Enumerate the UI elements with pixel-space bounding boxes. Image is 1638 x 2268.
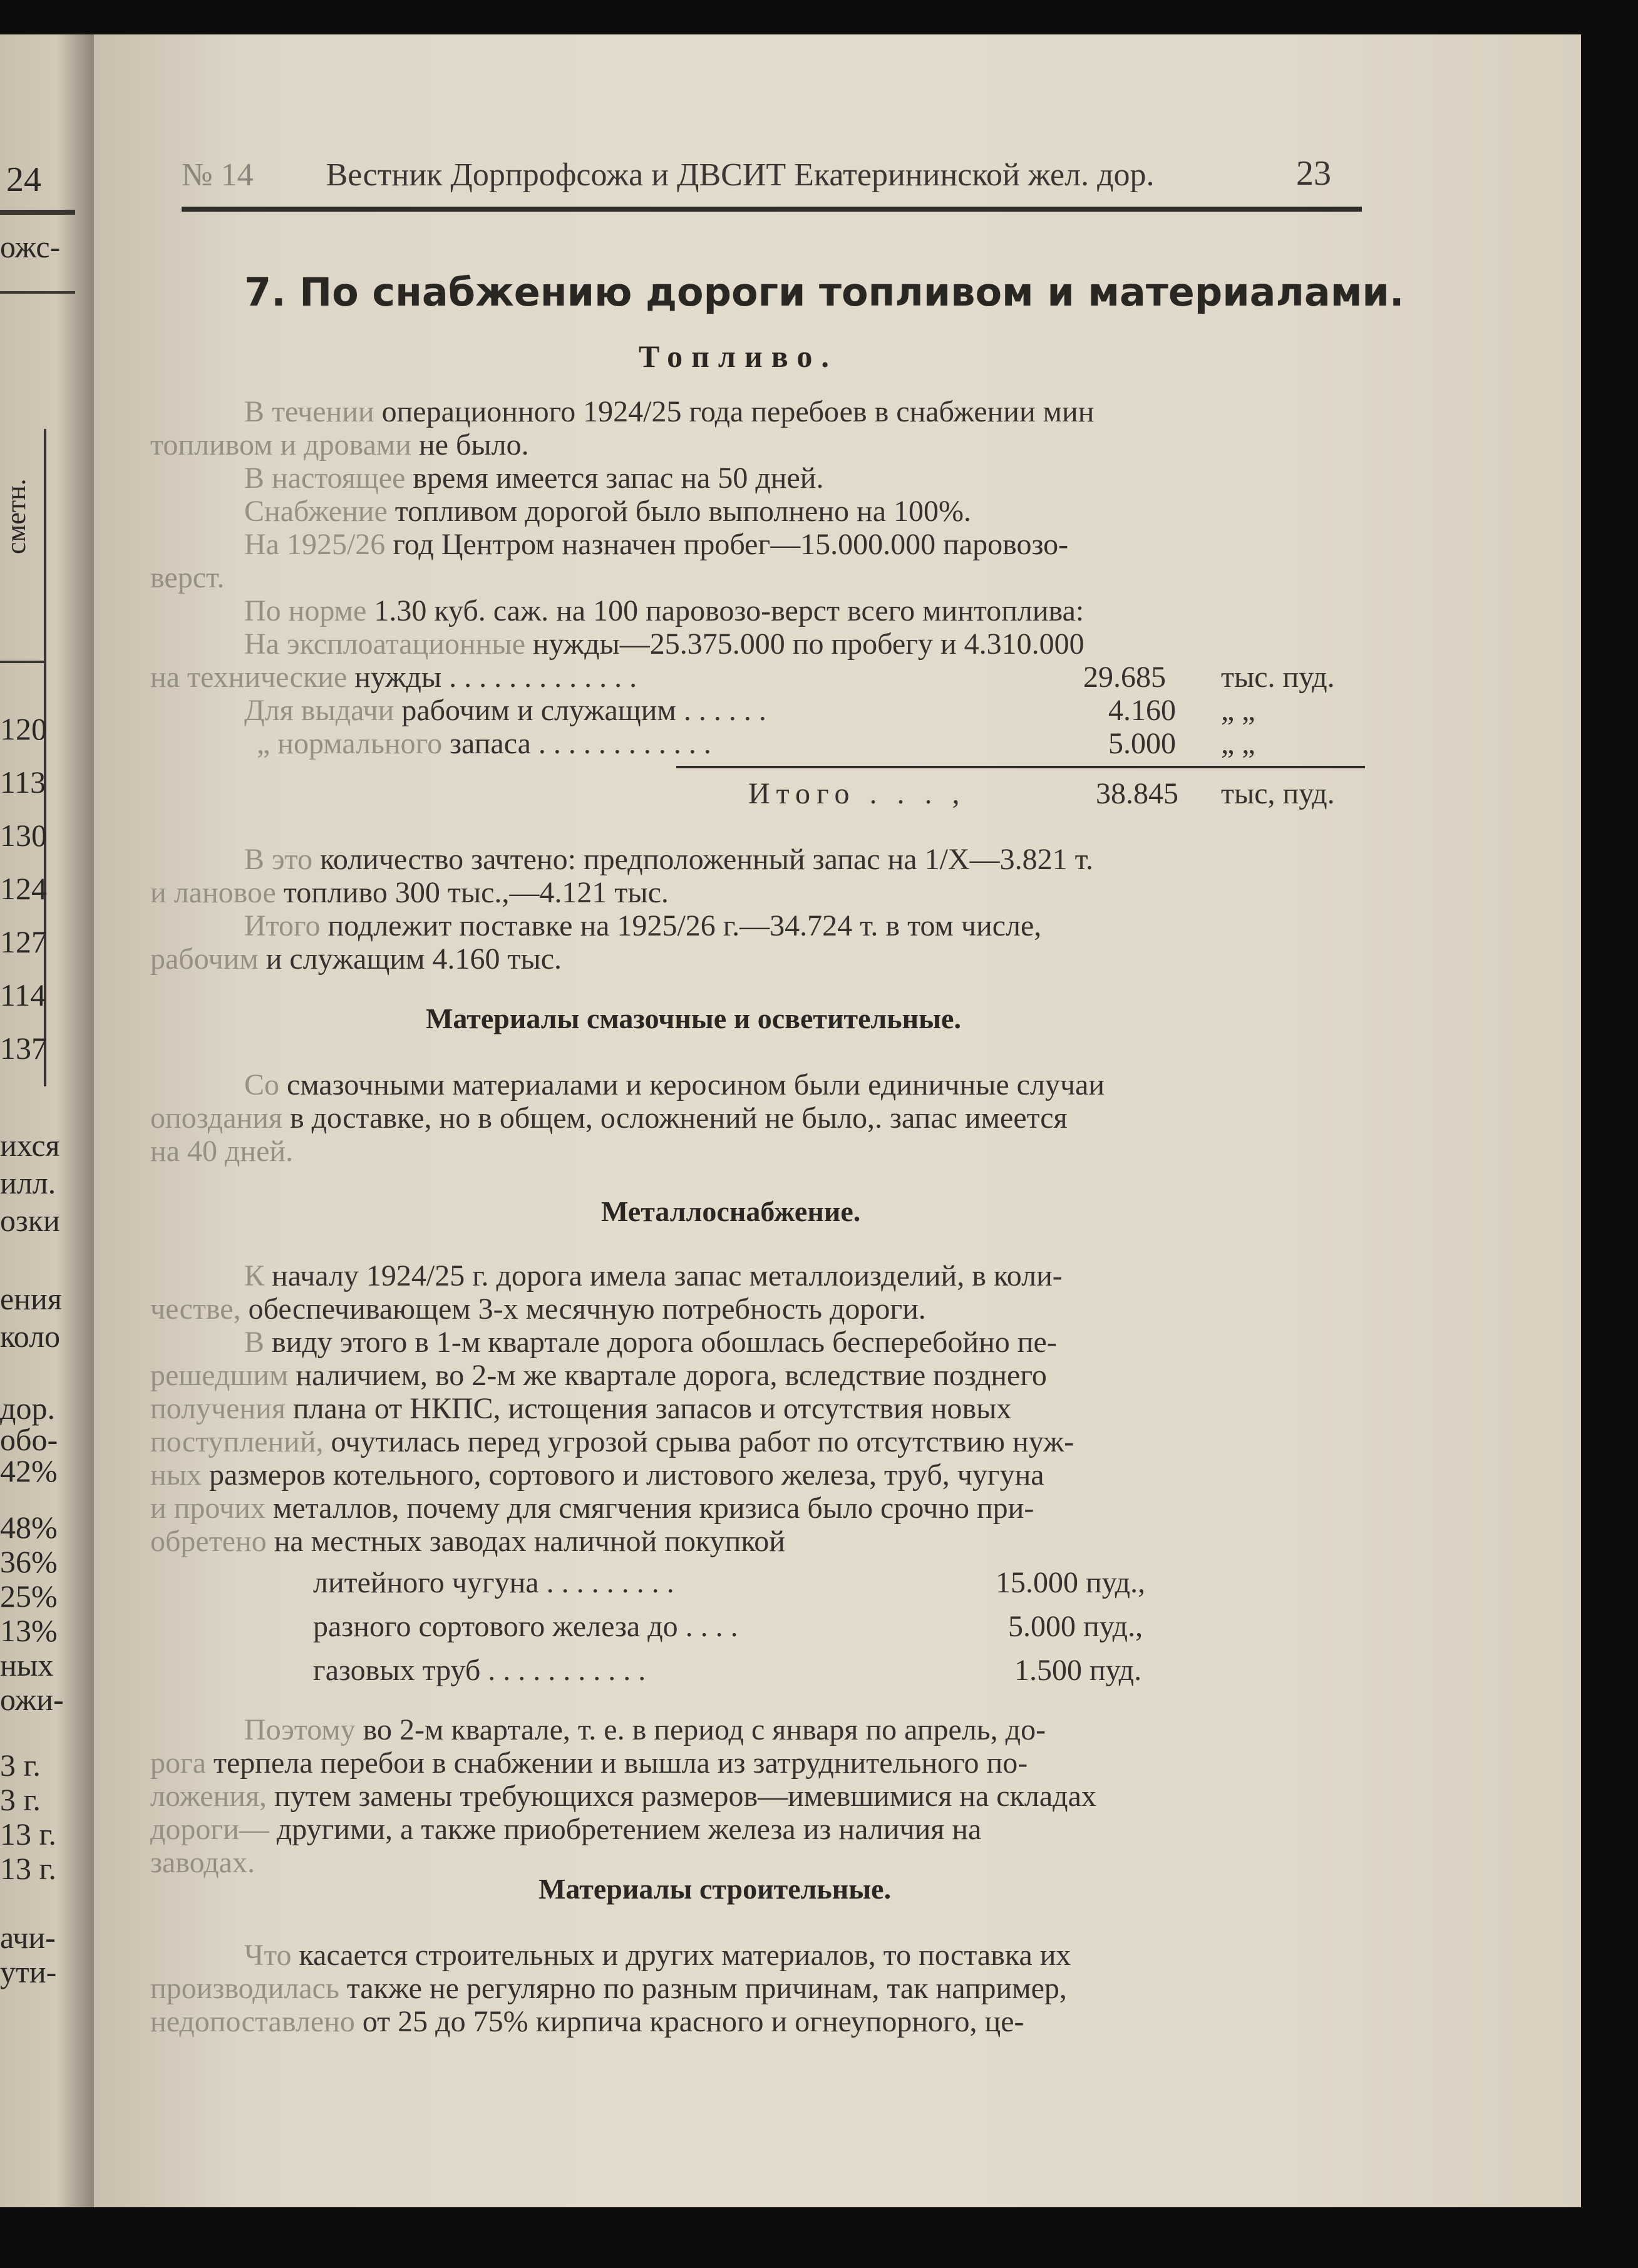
left-fragment: дор. bbox=[0, 1391, 55, 1426]
fuel-line: На эксплоатационные нужды—25.375.000 по пробегу и 4.310.000 bbox=[244, 627, 1084, 661]
fuel-table-row: „ нормального запаса . . . . . . . . . . . . bbox=[257, 727, 711, 760]
construction-heading: Материалы строительные. bbox=[538, 1873, 892, 1905]
page-23 bbox=[94, 34, 1581, 2207]
lubricants-line: опоздания в доставке, но в общем, осложнений не было,. запас имеется bbox=[150, 1101, 1068, 1135]
fuel-table-row: Для выдачи рабочим и служащим . . . . . . bbox=[244, 694, 766, 727]
metal-item-value: 15.000 пуд., bbox=[996, 1566, 1146, 1599]
left-number: 127 bbox=[0, 924, 47, 959]
metal-line: обретено на местных заводах наличной покупкой bbox=[150, 1525, 785, 1558]
fuel-line: В течении операционного 1924/25 года перебоев в снабжении мин bbox=[244, 395, 1095, 428]
construction-line: недопоставлено от 25 до 75% кирпича красного и огнеупорного, це- bbox=[150, 2005, 1024, 2038]
fuel-line: На 1925/26 год Центром назначен пробег—15.000.000 паровозо- bbox=[244, 528, 1069, 561]
fuel-table-unit: „ „ bbox=[1221, 727, 1255, 760]
left-number: 137 bbox=[0, 1031, 47, 1066]
fuel-after-line: Итого подлежит поставке на 1925/26 г.—34.724 т. в том числе, bbox=[244, 909, 1042, 942]
left-page-edge bbox=[0, 34, 94, 2207]
fuel-after-line: и лановое топливо 300 тыс.,—4.121 тыс. bbox=[150, 876, 669, 909]
metal-heading: Металлоснабжение. bbox=[601, 1195, 861, 1227]
section-title: 7. По снабжению дороги топливом и материалами. bbox=[244, 269, 1404, 315]
left-fragment: 3 г. bbox=[0, 1748, 41, 1783]
total-label: Итого . . . , bbox=[748, 777, 966, 810]
metal-item-label: литейного чугуна . . . . . . . . . bbox=[313, 1566, 674, 1599]
metal-after-line: дороги— другими, а также приобретением железа из наличия на bbox=[150, 1813, 982, 1846]
page-number: 23 bbox=[1296, 154, 1331, 193]
left-fragment: озки bbox=[0, 1203, 60, 1238]
left-fragment: 36% bbox=[0, 1544, 58, 1579]
left-fragment: 13 г. bbox=[0, 1817, 56, 1852]
fuel-line: топливом и дровами не было. bbox=[150, 428, 529, 461]
metal-after-line: рога терпела перебои в снабжении и вышла из затруднительного по- bbox=[150, 1746, 1028, 1780]
lubricants-line: на 40 дней. bbox=[150, 1135, 294, 1168]
running-header bbox=[182, 157, 1155, 193]
fuel-table-value: 29.685 bbox=[1083, 661, 1166, 694]
fuel-line: По норме 1.30 куб. саж. на 100 паровозо-верст всего минтоплива: bbox=[244, 594, 1084, 627]
left-fragment: 48% bbox=[0, 1510, 58, 1545]
fuel-after-line: В это количество зачтено: предположенный запас на 1/X—3.821 т. bbox=[244, 843, 1093, 876]
left-header-rule bbox=[0, 210, 75, 215]
left-fragment: ных bbox=[0, 1647, 54, 1683]
left-fragment: 13 г. bbox=[0, 1851, 56, 1886]
journal-title: Вестник Дорпрофсожа и ДВСИТ Екатерининской жел. дор. bbox=[326, 157, 1155, 193]
construction-line: Что касается строительных и других материалов, то поставка их bbox=[244, 1939, 1071, 1972]
metal-item-value: 1.500 пуд. bbox=[1014, 1654, 1142, 1687]
metal-line: поступлений, очутилась перед угрозой срыва работ по отсутствию нуж- bbox=[150, 1425, 1074, 1458]
metal-after-line: заводах. bbox=[150, 1846, 255, 1879]
metal-line: В виду этого в 1-м квартале дорога обошлась бесперебойно пе- bbox=[244, 1326, 1057, 1359]
metal-item-label: разного сортового железа до . . . . bbox=[313, 1610, 738, 1643]
header-rule bbox=[182, 207, 1362, 212]
fuel-line: верст. bbox=[150, 561, 225, 594]
fuel-line: В настоящее время имеется запас на 50 дней. bbox=[244, 461, 824, 495]
left-fragment: ачи- bbox=[0, 1920, 56, 1955]
left-fragment: ихся bbox=[0, 1128, 60, 1163]
fuel-table-unit: „ „ bbox=[1221, 694, 1255, 727]
metal-line: решедшим наличием, во 2-м же квартале дорога, вследствие позднего bbox=[150, 1359, 1047, 1392]
fuel-heading: Топливо. bbox=[639, 339, 838, 374]
fuel-table-value: 5.000 bbox=[1108, 727, 1176, 760]
left-fragment: 13% bbox=[0, 1613, 58, 1648]
metal-after-line: Поэтому во 2-м квартале, т. е. в период с января по апрель, до- bbox=[244, 1713, 1046, 1746]
construction-line: производилась также не регулярно по разным причинам, так например, bbox=[150, 1972, 1067, 2005]
metal-item-value: 5.000 пуд., bbox=[1008, 1610, 1143, 1643]
left-fragment: обо- bbox=[0, 1422, 58, 1457]
fuel-after-line: рабочим и служащим 4.160 тыс. bbox=[150, 942, 562, 976]
left-number: 130 bbox=[0, 818, 47, 853]
left-fragment: 3 г. bbox=[0, 1782, 41, 1817]
total-unit: тыс, пуд. bbox=[1221, 777, 1335, 810]
metal-line: ных размеров котельного, сортового и листового железа, труб, чугуна bbox=[150, 1458, 1044, 1492]
metal-line: и прочих металлов, почему для смягчения кризиса было срочно при- bbox=[150, 1492, 1034, 1525]
metal-line: К началу 1924/25 г. дорога имела запас металлоизделий, в коли- bbox=[244, 1259, 1063, 1292]
lubricants-line: Со смазочными материалами и керосином были единичные случаи bbox=[244, 1068, 1105, 1101]
left-number: 120 bbox=[0, 711, 47, 746]
left-table-rule bbox=[0, 291, 75, 294]
lubricants-heading: Материалы смазочные и осветительные. bbox=[426, 1003, 961, 1034]
left-fragment: ожи- bbox=[0, 1682, 64, 1717]
left-rotated-label: сметн. bbox=[1, 478, 31, 554]
issue-number: № 14 bbox=[182, 157, 254, 193]
left-fragment: илл. bbox=[0, 1165, 56, 1200]
left-number: 114 bbox=[0, 977, 46, 1013]
metal-item-label: газовых труб . . . . . . . . . . . bbox=[313, 1654, 646, 1687]
left-fragment: ения bbox=[0, 1281, 62, 1316]
left-number: 113 bbox=[0, 765, 46, 800]
left-fragment: ути- bbox=[0, 1954, 57, 1989]
metal-after-line: ложения, путем замены требующихся размеров—имевшимися на складах bbox=[150, 1780, 1096, 1813]
left-fragment: коло bbox=[0, 1319, 61, 1354]
fuel-line: Снабжение топливом дорогой было выполнено на 100%. bbox=[244, 495, 972, 528]
left-header-fragment: ожс- bbox=[0, 229, 61, 264]
left-number: 124 bbox=[0, 871, 47, 906]
metal-line: получения плана от НКПС, истощения запасов и отсутствия новых bbox=[150, 1392, 1012, 1425]
left-fragment: 25% bbox=[0, 1579, 58, 1614]
fuel-table-unit: тыс. пуд. bbox=[1221, 661, 1335, 694]
left-fragment: 42% bbox=[0, 1453, 58, 1488]
fuel-table-row: на технические нужды . . . . . . . . . . . . . bbox=[150, 661, 637, 694]
fuel-table-value: 4.160 bbox=[1108, 694, 1176, 727]
metal-line: честве, обеспечивающем 3-х месячную потребность дороги. bbox=[150, 1292, 926, 1326]
left-page-number: 24 bbox=[6, 160, 41, 199]
left-table-rule-2 bbox=[0, 661, 44, 663]
total-value: 38.845 bbox=[1096, 777, 1178, 810]
total-rule bbox=[676, 766, 1365, 768]
